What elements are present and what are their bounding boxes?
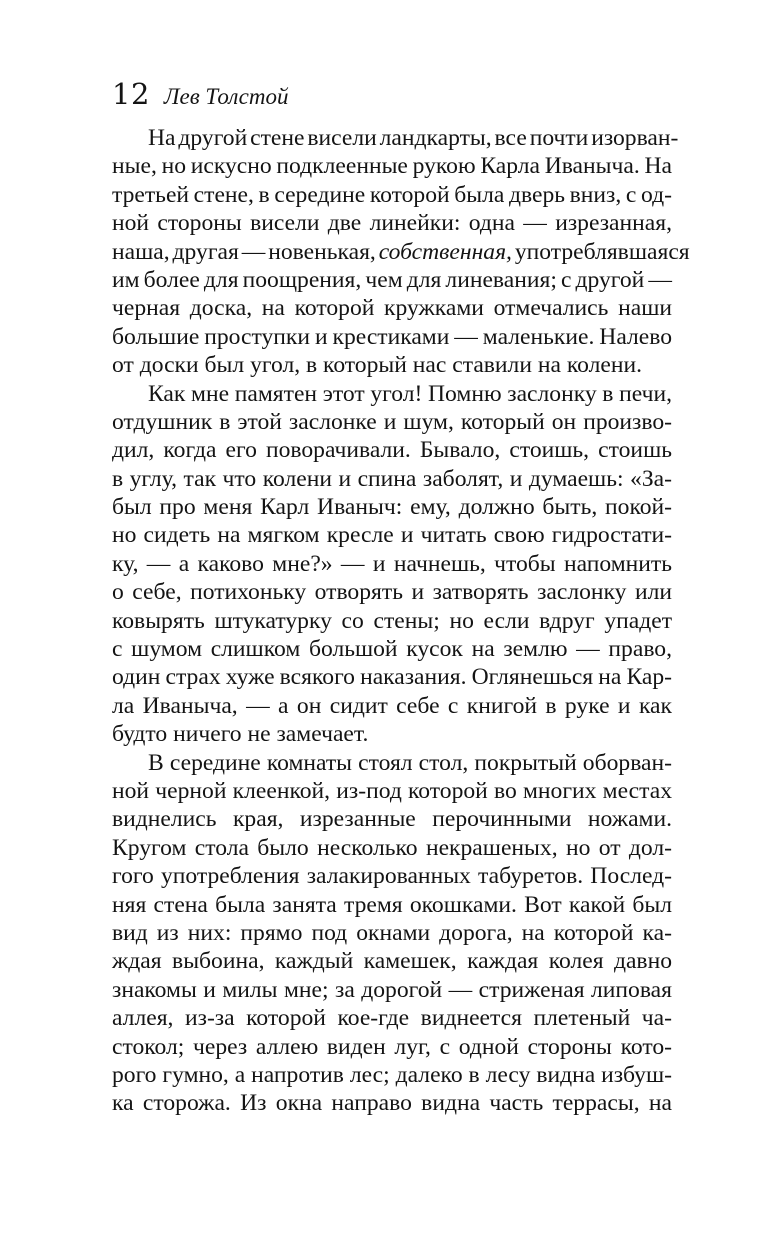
text-line: но сидеть на мягком кресле и читать свою гидростати- (112, 522, 672, 549)
running-title-author: Лев Толстой (163, 84, 289, 109)
text-line: дил, когда его поворачивали. Бывало, стоишь, стоишь (112, 437, 672, 464)
text-line: Кругом стола было несколько некрашеных, но от дол- (112, 834, 672, 861)
paragraph-2 (112, 380, 672, 749)
text-line: ной стороны висели две линейки: одна — изрезанная, (112, 210, 672, 237)
text-line: вид из них: прямо под окнами дорога, на которой ка- (112, 919, 672, 946)
text-line: Как мне памятен этот угол! Помню заслонку в печи, (148, 380, 673, 407)
text-line: с шумом слишком большой кусок на землю — право, (112, 636, 672, 663)
body-text (112, 124, 690, 1118)
text-line: аллея, из-за которой кое-где виднеется плетеный ча- (112, 1005, 672, 1032)
page-number: 12 (112, 77, 150, 111)
running-head (112, 76, 288, 117)
text-line: в углу, так что колени и спина заболят, и думаешь: «За- (112, 465, 672, 492)
text-fragment: наша, другая — новенькая, (112, 238, 379, 265)
text-line: ждая выбоина, каждый камешек, каждая колея давно (112, 948, 672, 975)
paragraph-1 (112, 124, 690, 380)
text-line: им более для поощрения, чем для линевания; с другой — (112, 266, 672, 293)
text-line: ные, но искусно подклеенные рукою Карла Иваныча. На (112, 153, 672, 180)
text-line: рого гумно, а напротив лес; далеко в лесу видна избуш- (112, 1061, 672, 1088)
text-line-with-emphasis (112, 238, 690, 266)
text-line: ла Иваныча, — а он сидит себе с книгой в руке и как (112, 692, 672, 719)
text-line: черная доска, на которой кружками отмечались наши (112, 295, 672, 322)
text-line: ной черной клеенкой, из-под которой во многих местах (112, 777, 672, 804)
text-fragment: употреблявшаяся (511, 238, 690, 265)
text-line: был про меня Карл Иваныч: ему, должно быть, покой- (112, 494, 672, 521)
text-line: от доски был угол, в который нас ставили на колени. (112, 352, 642, 379)
text-line: о себе, потихоньку отворять и затворять заслонку или (112, 579, 672, 606)
text-line: один страх хуже всякого наказания. Оглянешься на Кар- (112, 664, 673, 691)
text-line: виднелись края, изрезанные перочинными ножами. (112, 806, 672, 833)
text-line: В середине комнаты стоял стол, покрытый оборван- (148, 749, 672, 776)
text-line: будто ничего не замечает. (112, 721, 369, 748)
text-line: знакомы и милы мне; за дорогой — стриженая липовая (112, 976, 672, 1003)
text-line: няя стена была занята тремя окошками. Вот какой был (112, 891, 672, 918)
text-line: На другой стене висели ландкарты, все почти изорван- (148, 125, 679, 151)
text-line: ку, — а каково мне?» — и начнешь, чтобы напомнить (112, 550, 672, 577)
text-line: отдушник в этой заслонке и шум, который он произво- (112, 408, 672, 435)
text-line: ковырять штукатурку со стены; но если вдруг упадет (112, 607, 672, 634)
text-line: ка сторожа. Из окна направо видна часть террасы, на (112, 1090, 672, 1117)
paragraph-3 (112, 749, 672, 1118)
text-line: стокол; через аллею виден луг, с одной стороны кото- (112, 1033, 672, 1060)
text-line: третьей стене, в середине которой была дверь вниз, с од- (112, 181, 672, 208)
emphasized-word: собственная, (378, 238, 512, 265)
text-line: гого употребления залакированных табуретов. Послед- (112, 863, 672, 890)
text-line: большие проступки и крестиками — маленькие. Налево (112, 323, 673, 350)
